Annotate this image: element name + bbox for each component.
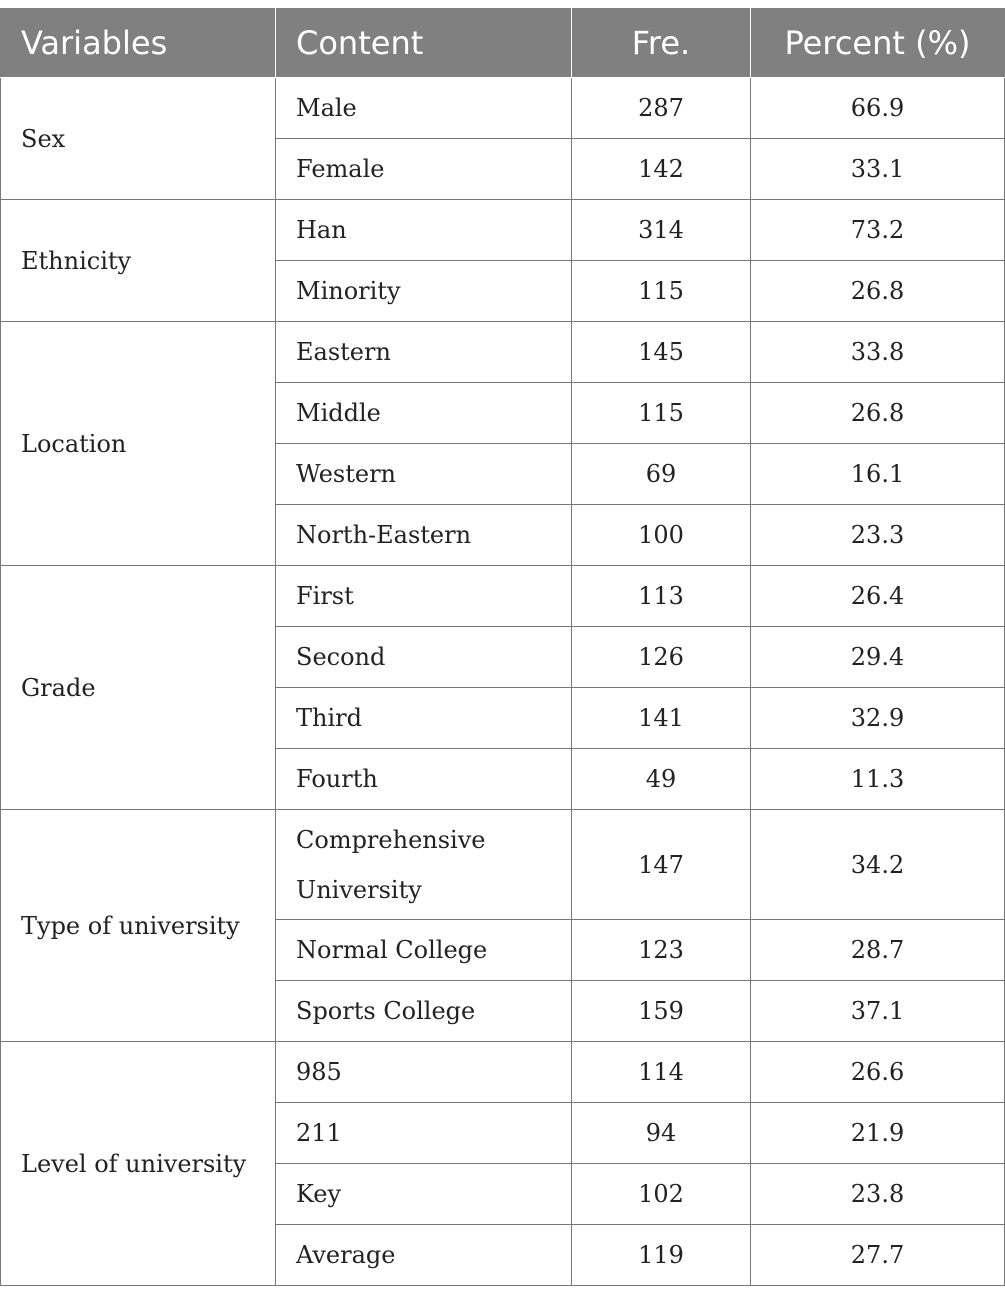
frequency-cell: 94 <box>572 1103 751 1164</box>
variable-cell: Sex <box>1 78 276 200</box>
table-row <box>1 78 1005 139</box>
table-header-row <box>1 9 1005 78</box>
percent-cell: 11.3 <box>751 749 1005 810</box>
table-row <box>1 810 1005 920</box>
frequency-cell: 145 <box>572 322 751 383</box>
frequency-cell: 115 <box>572 261 751 322</box>
percent-cell: 23.8 <box>751 1164 1005 1225</box>
percent-cell: 26.8 <box>751 383 1005 444</box>
variable-cell: Location <box>1 322 276 566</box>
table-row <box>1 322 1005 383</box>
frequency-cell: 119 <box>572 1225 751 1286</box>
variable-cell: Level of university <box>1 1042 276 1286</box>
content-cell: Comprehensive University <box>276 810 572 920</box>
header-variables: Variables <box>1 9 276 78</box>
content-cell: Western <box>276 444 572 505</box>
percent-cell: 21.9 <box>751 1103 1005 1164</box>
percent-cell: 26.6 <box>751 1042 1005 1103</box>
frequency-cell: 49 <box>572 749 751 810</box>
content-cell: Male <box>276 78 572 139</box>
frequency-cell: 142 <box>572 139 751 200</box>
content-cell: 211 <box>276 1103 572 1164</box>
frequency-cell: 102 <box>572 1164 751 1225</box>
variable-cell: Grade <box>1 566 276 810</box>
frequency-cell: 141 <box>572 688 751 749</box>
percent-cell: 26.4 <box>751 566 1005 627</box>
percent-cell: 26.8 <box>751 261 1005 322</box>
percent-cell: 23.3 <box>751 505 1005 566</box>
frequency-cell: 115 <box>572 383 751 444</box>
table-row <box>1 1042 1005 1103</box>
percent-cell: 29.4 <box>751 627 1005 688</box>
content-cell: Average <box>276 1225 572 1286</box>
percent-cell: 16.1 <box>751 444 1005 505</box>
content-cell: Minority <box>276 261 572 322</box>
percent-cell: 28.7 <box>751 920 1005 981</box>
table-row <box>1 200 1005 261</box>
content-cell: 985 <box>276 1042 572 1103</box>
table-row <box>1 566 1005 627</box>
percent-cell: 66.9 <box>751 78 1005 139</box>
content-cell: Normal College <box>276 920 572 981</box>
content-cell: First <box>276 566 572 627</box>
percent-cell: 73.2 <box>751 200 1005 261</box>
content-cell: Eastern <box>276 322 572 383</box>
content-cell: Fourth <box>276 749 572 810</box>
header-frequency: Fre. <box>572 9 751 78</box>
variable-cell: Type of university <box>1 810 276 1042</box>
demographics-table <box>0 8 1005 1286</box>
content-cell: Key <box>276 1164 572 1225</box>
content-cell: Han <box>276 200 572 261</box>
variable-cell: Ethnicity <box>1 200 276 322</box>
content-cell: Middle <box>276 383 572 444</box>
percent-cell: 33.1 <box>751 139 1005 200</box>
header-content: Content <box>276 9 572 78</box>
content-cell: North-Eastern <box>276 505 572 566</box>
content-cell: Sports College <box>276 981 572 1042</box>
percent-cell: 27.7 <box>751 1225 1005 1286</box>
frequency-cell: 147 <box>572 810 751 920</box>
frequency-cell: 123 <box>572 920 751 981</box>
frequency-cell: 69 <box>572 444 751 505</box>
percent-cell: 32.9 <box>751 688 1005 749</box>
content-cell: Female <box>276 139 572 200</box>
frequency-cell: 113 <box>572 566 751 627</box>
content-cell: Third <box>276 688 572 749</box>
frequency-cell: 287 <box>572 78 751 139</box>
frequency-cell: 159 <box>572 981 751 1042</box>
frequency-cell: 126 <box>572 627 751 688</box>
percent-cell: 37.1 <box>751 981 1005 1042</box>
percent-cell: 34.2 <box>751 810 1005 920</box>
frequency-cell: 100 <box>572 505 751 566</box>
header-percent: Percent (%) <box>751 9 1005 78</box>
frequency-cell: 314 <box>572 200 751 261</box>
content-cell: Second <box>276 627 572 688</box>
frequency-cell: 114 <box>572 1042 751 1103</box>
percent-cell: 33.8 <box>751 322 1005 383</box>
